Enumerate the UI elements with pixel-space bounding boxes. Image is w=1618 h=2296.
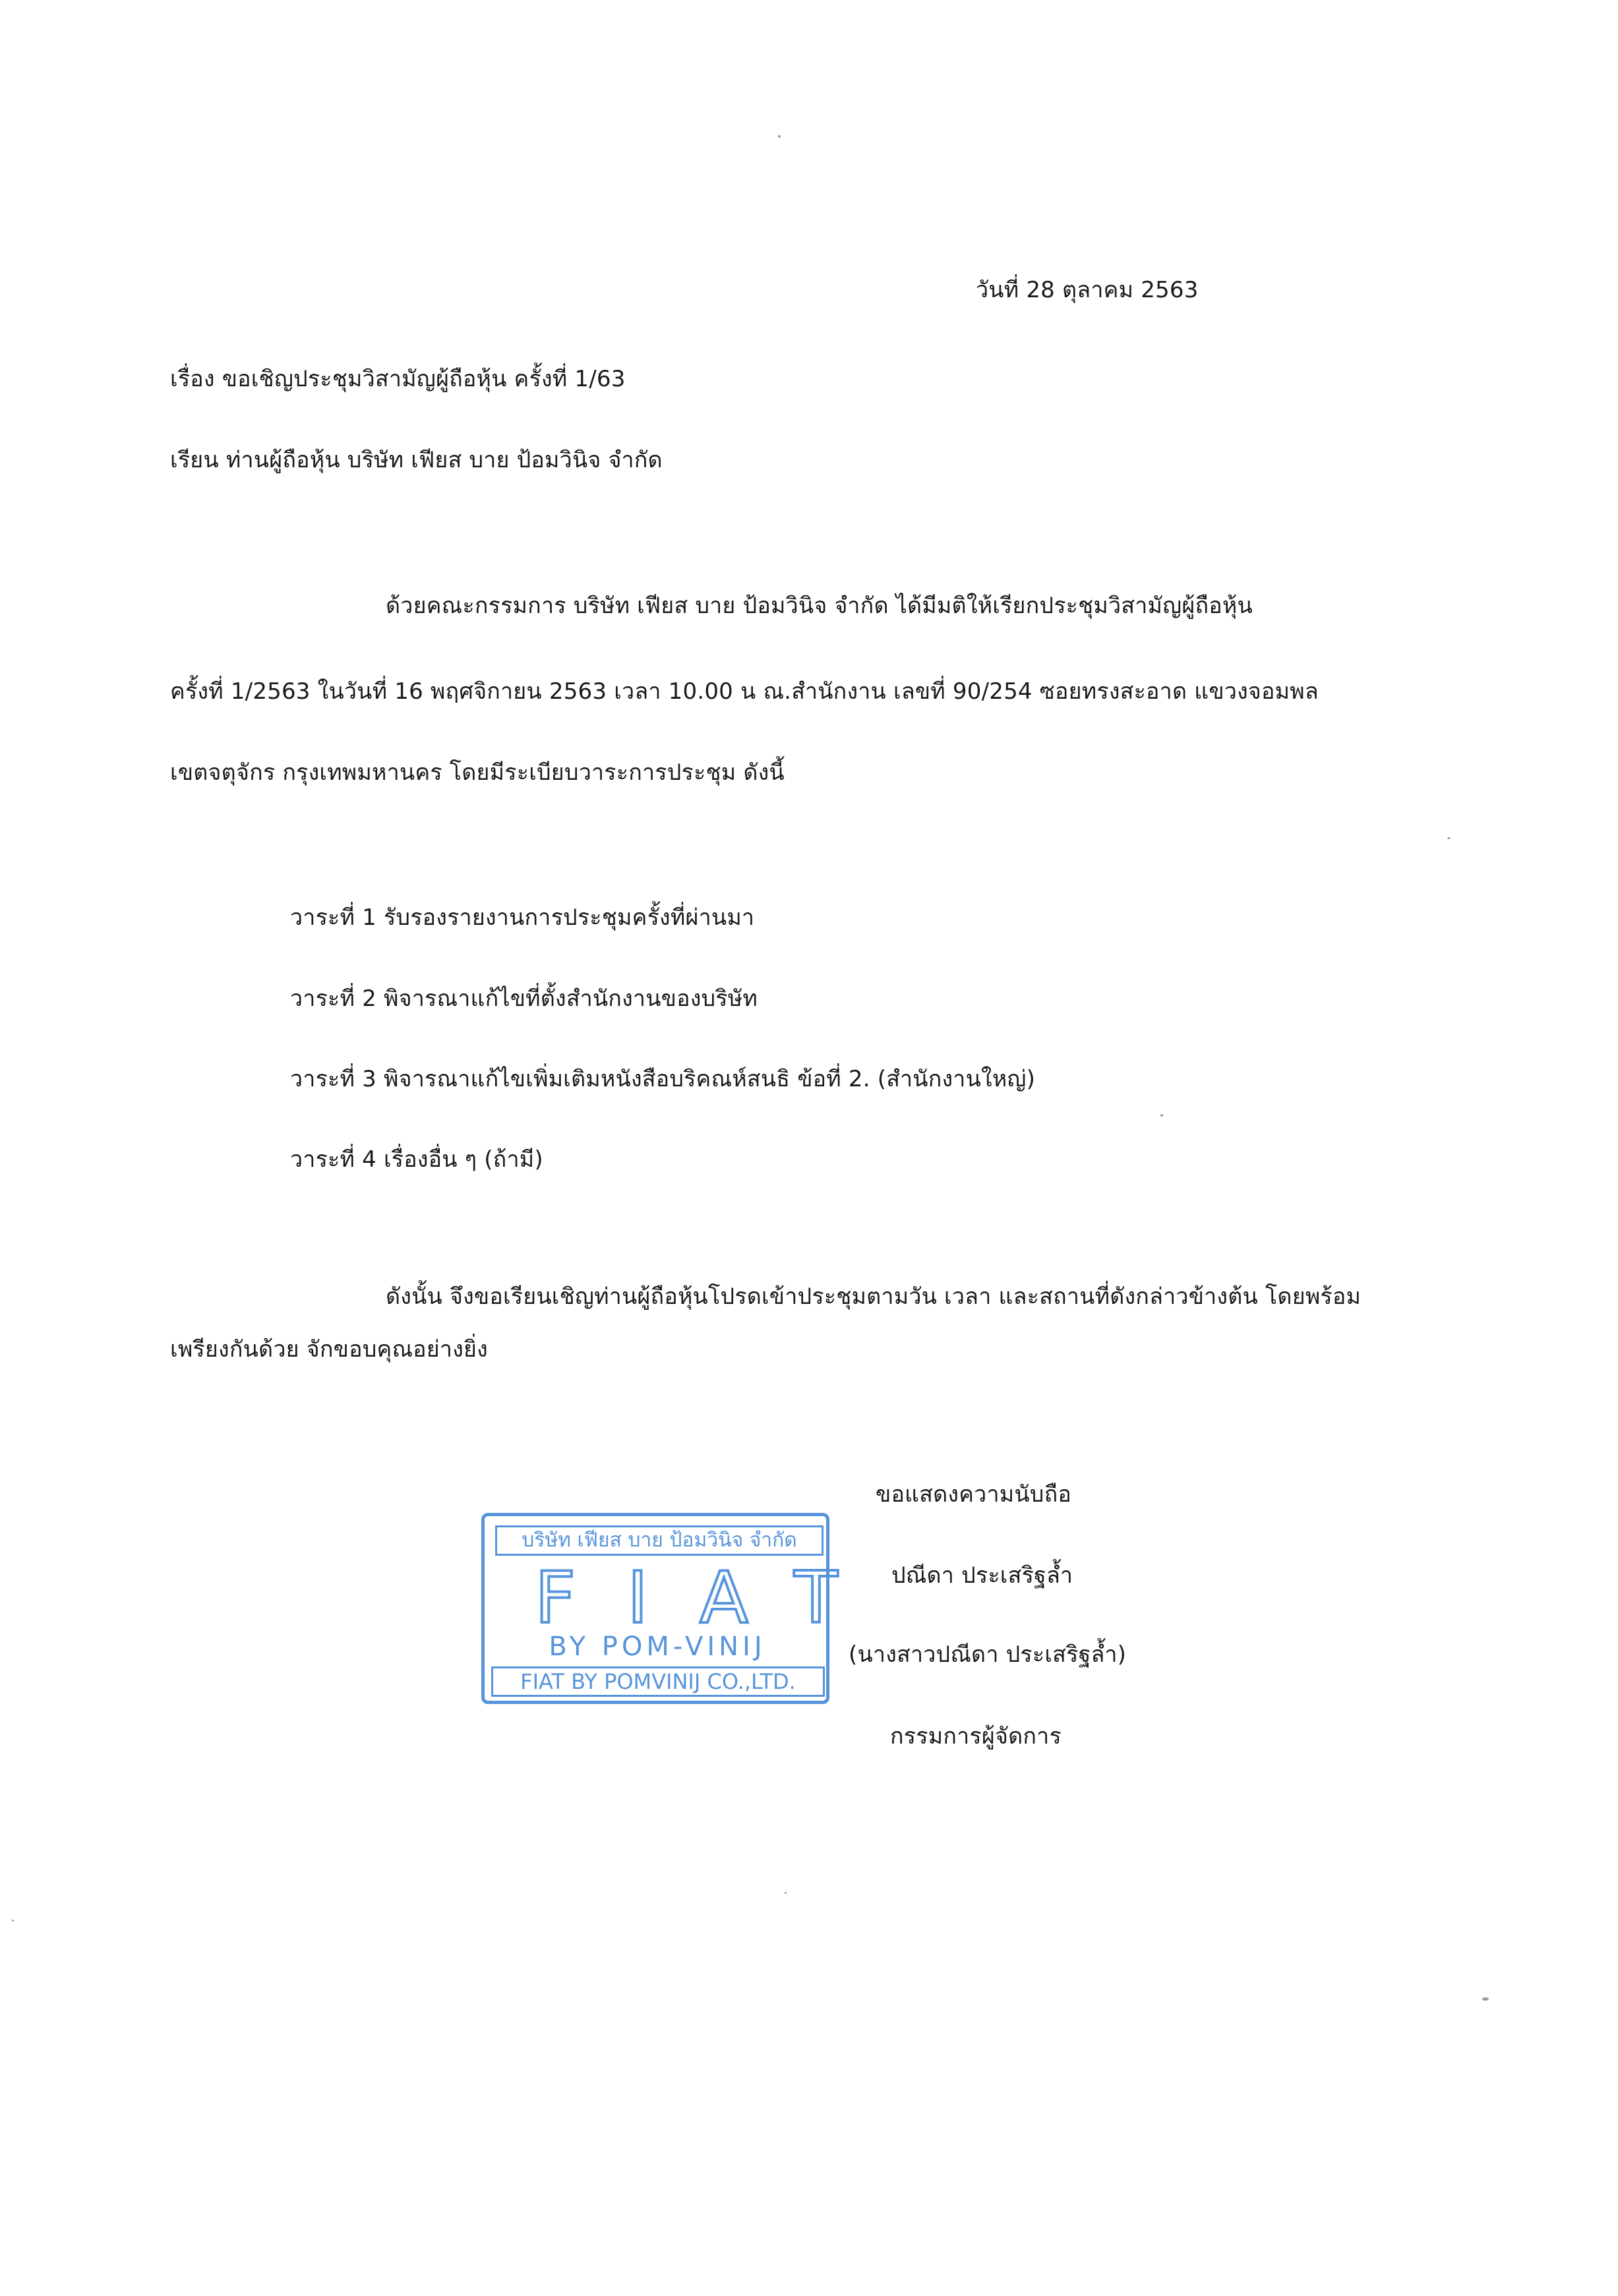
body-paragraph-1-line-2: ครั้งที่ 1/2563 ในวันที่ 16 พฤศจิกายน 2563 เวลา 10.00 น ณ.สำนักงาน เลขที่ 90/254 ซอยทรงสะอาด แขวงจอมพล — [170, 678, 1319, 705]
agenda-item: วาระที่ 1 รับรองรายงานการประชุมครั้งที่ผ่านมา — [290, 904, 755, 931]
scan-speck — [12, 1920, 14, 1922]
scan-speck — [785, 1892, 787, 1894]
agenda-item: วาระที่ 2 พิจารณาแก้ไขที่ตั้งสำนักงานของบริษัท — [290, 986, 758, 1012]
stamp-subtitle: BY POM-VINIJ — [549, 1632, 766, 1662]
company-stamp — [481, 1513, 889, 1704]
letter-date: วันที่ 28 ตุลาคม 2563 — [976, 277, 1199, 303]
signer-title: กรรมการผู้จัดการ — [890, 1723, 1062, 1750]
stamp-company-name-english: FIAT BY POMVINIJ CO.,LTD. — [491, 1666, 825, 1697]
stamp-company-name-thai: บริษัท เฟียส บาย ป้อมวินิจ จำกัด — [495, 1525, 824, 1556]
scan-speck — [1447, 837, 1451, 839]
body-paragraph-2-line-2: เพรียงกันด้วย จักขอบคุณอย่างยิ่ง — [170, 1336, 488, 1363]
scan-speck — [1482, 1997, 1489, 2001]
signature: ปณีดา ประเสริฐล้ำ — [891, 1562, 1073, 1589]
agenda-item: วาระที่ 4 เรื่องอื่น ๆ (ถ้ามี) — [290, 1146, 543, 1173]
stamp-brand-outline: FIAT — [535, 1557, 889, 1639]
closing-text: ขอแสดงความนับถือ — [876, 1481, 1071, 1508]
agenda-item: วาระที่ 3 พิจารณาแก้ไขเพิ่มเติมหนังสือบริคณห์สนธิ ข้อที่ 2. (สำนักงานใหญ่) — [290, 1066, 1036, 1092]
scan-speck — [1160, 1114, 1163, 1117]
signer-name: (นางสาวปณีดา ประเสริฐล้ำ) — [849, 1641, 1127, 1668]
letter-subject: เรื่อง ขอเชิญประชุมวิสามัญผู้ถือหุ้น ครั้งที่ 1/63 — [170, 366, 626, 392]
body-paragraph-1-line-3: เขตจตุจักร กรุงเทพมหานคร โดยมีระเบียบวาระการประชุม ดังนี้ — [170, 759, 785, 786]
scan-speck — [778, 135, 781, 138]
body-paragraph-1-line-1: ด้วยคณะกรรมการ บริษัท เฟียส บาย ป้อมวินิจ จำกัด ได้มีมติให้เรียกประชุมวิสามัญผู้ถือหุ้น — [386, 593, 1253, 619]
body-paragraph-2-line-1: ดังนั้น จึงขอเรียนเชิญท่านผู้ถือหุ้นโปรดเข้าประชุมตามวัน เวลา และสถานที่ดังกล่าวข้างต้น โดยพร้อม — [386, 1283, 1362, 1310]
letter-recipient: เรียน ท่านผู้ถือหุ้น บริษัท เฟียส บาย ป้อมวินิจ จำกัด — [170, 447, 663, 473]
